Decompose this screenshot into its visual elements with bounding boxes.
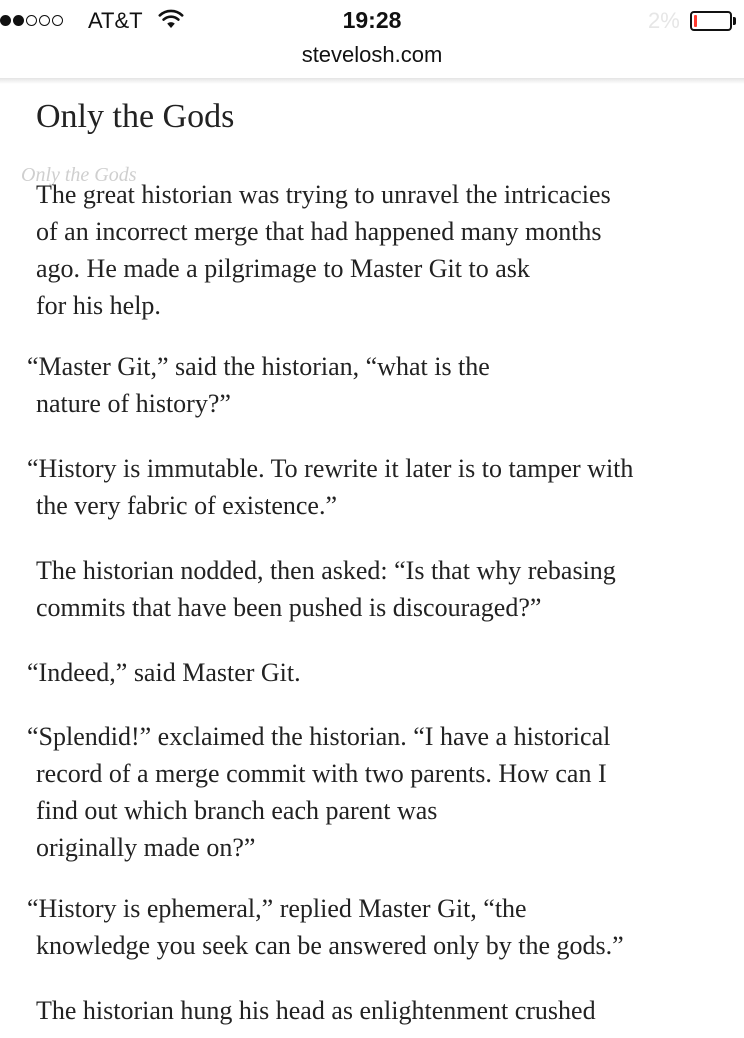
article-paragraph: [0, 348, 730, 422]
paragraph-line: the very fabric of existence.”: [36, 491, 338, 520]
article-paragraph: [0, 176, 730, 324]
paragraph-line: The historian nodded, then asked: “Is that why rebasing: [36, 556, 616, 585]
paragraph-line: “Splendid!” exclaimed the historian. “I have a historical: [27, 722, 611, 751]
status-bar: [0, 0, 744, 42]
paragraph-line: record of a merge commit with two parents. How can I: [36, 759, 607, 788]
carrier-name: AT&T: [88, 8, 143, 33]
article-title: Only the Gods: [36, 98, 235, 135]
paragraph-line: “Indeed,” said Master Git.: [27, 658, 301, 687]
url-text: stevelosh.com: [301, 42, 443, 67]
battery-tip: [733, 17, 736, 25]
paragraph-line: “History is ephemeral,” replied Master Git, “the: [27, 894, 527, 923]
article-paragraph: [0, 890, 730, 964]
paragraph-line: ago. He made a pilgrimage to Master Git to ask: [36, 254, 530, 283]
article-paragraph: [0, 654, 730, 691]
article-paragraph: [0, 718, 730, 866]
article-paragraph: [0, 450, 730, 524]
paragraph-line: “Master Git,” said the historian, “what is the: [27, 352, 490, 381]
paragraph-line: The historian hung his head as enlightenment crushed: [36, 996, 596, 1025]
faded-title-overlay: Only the Gods: [21, 164, 137, 186]
battery-icon: [690, 11, 732, 31]
paragraph-line: of an incorrect merge that had happened many months: [36, 217, 602, 246]
paragraph-line: knowledge you seek can be answered only by the gods.”: [36, 931, 624, 960]
paragraph-line: originally made on?”: [36, 833, 256, 862]
status-time: 19:28: [342, 7, 402, 33]
article-content[interactable]: [0, 84, 744, 1038]
article-paragraph: [0, 992, 730, 1029]
paragraph-line: commits that have been pushed is discouraged?”: [36, 593, 542, 622]
battery-level-fill: [694, 15, 697, 27]
battery-percentage: 2%: [648, 8, 680, 33]
address-bar[interactable]: [0, 38, 744, 78]
paragraph-line: nature of history?”: [36, 389, 231, 418]
paragraph-line: “History is immutable. To rewrite it later is to tamper with: [27, 454, 634, 483]
paragraph-line: find out which branch each parent was: [36, 796, 438, 825]
paragraph-line: The great historian was trying to unravel the intricacies: [36, 180, 611, 209]
article-paragraph: [0, 552, 730, 626]
paragraph-line: for his help.: [36, 291, 161, 320]
